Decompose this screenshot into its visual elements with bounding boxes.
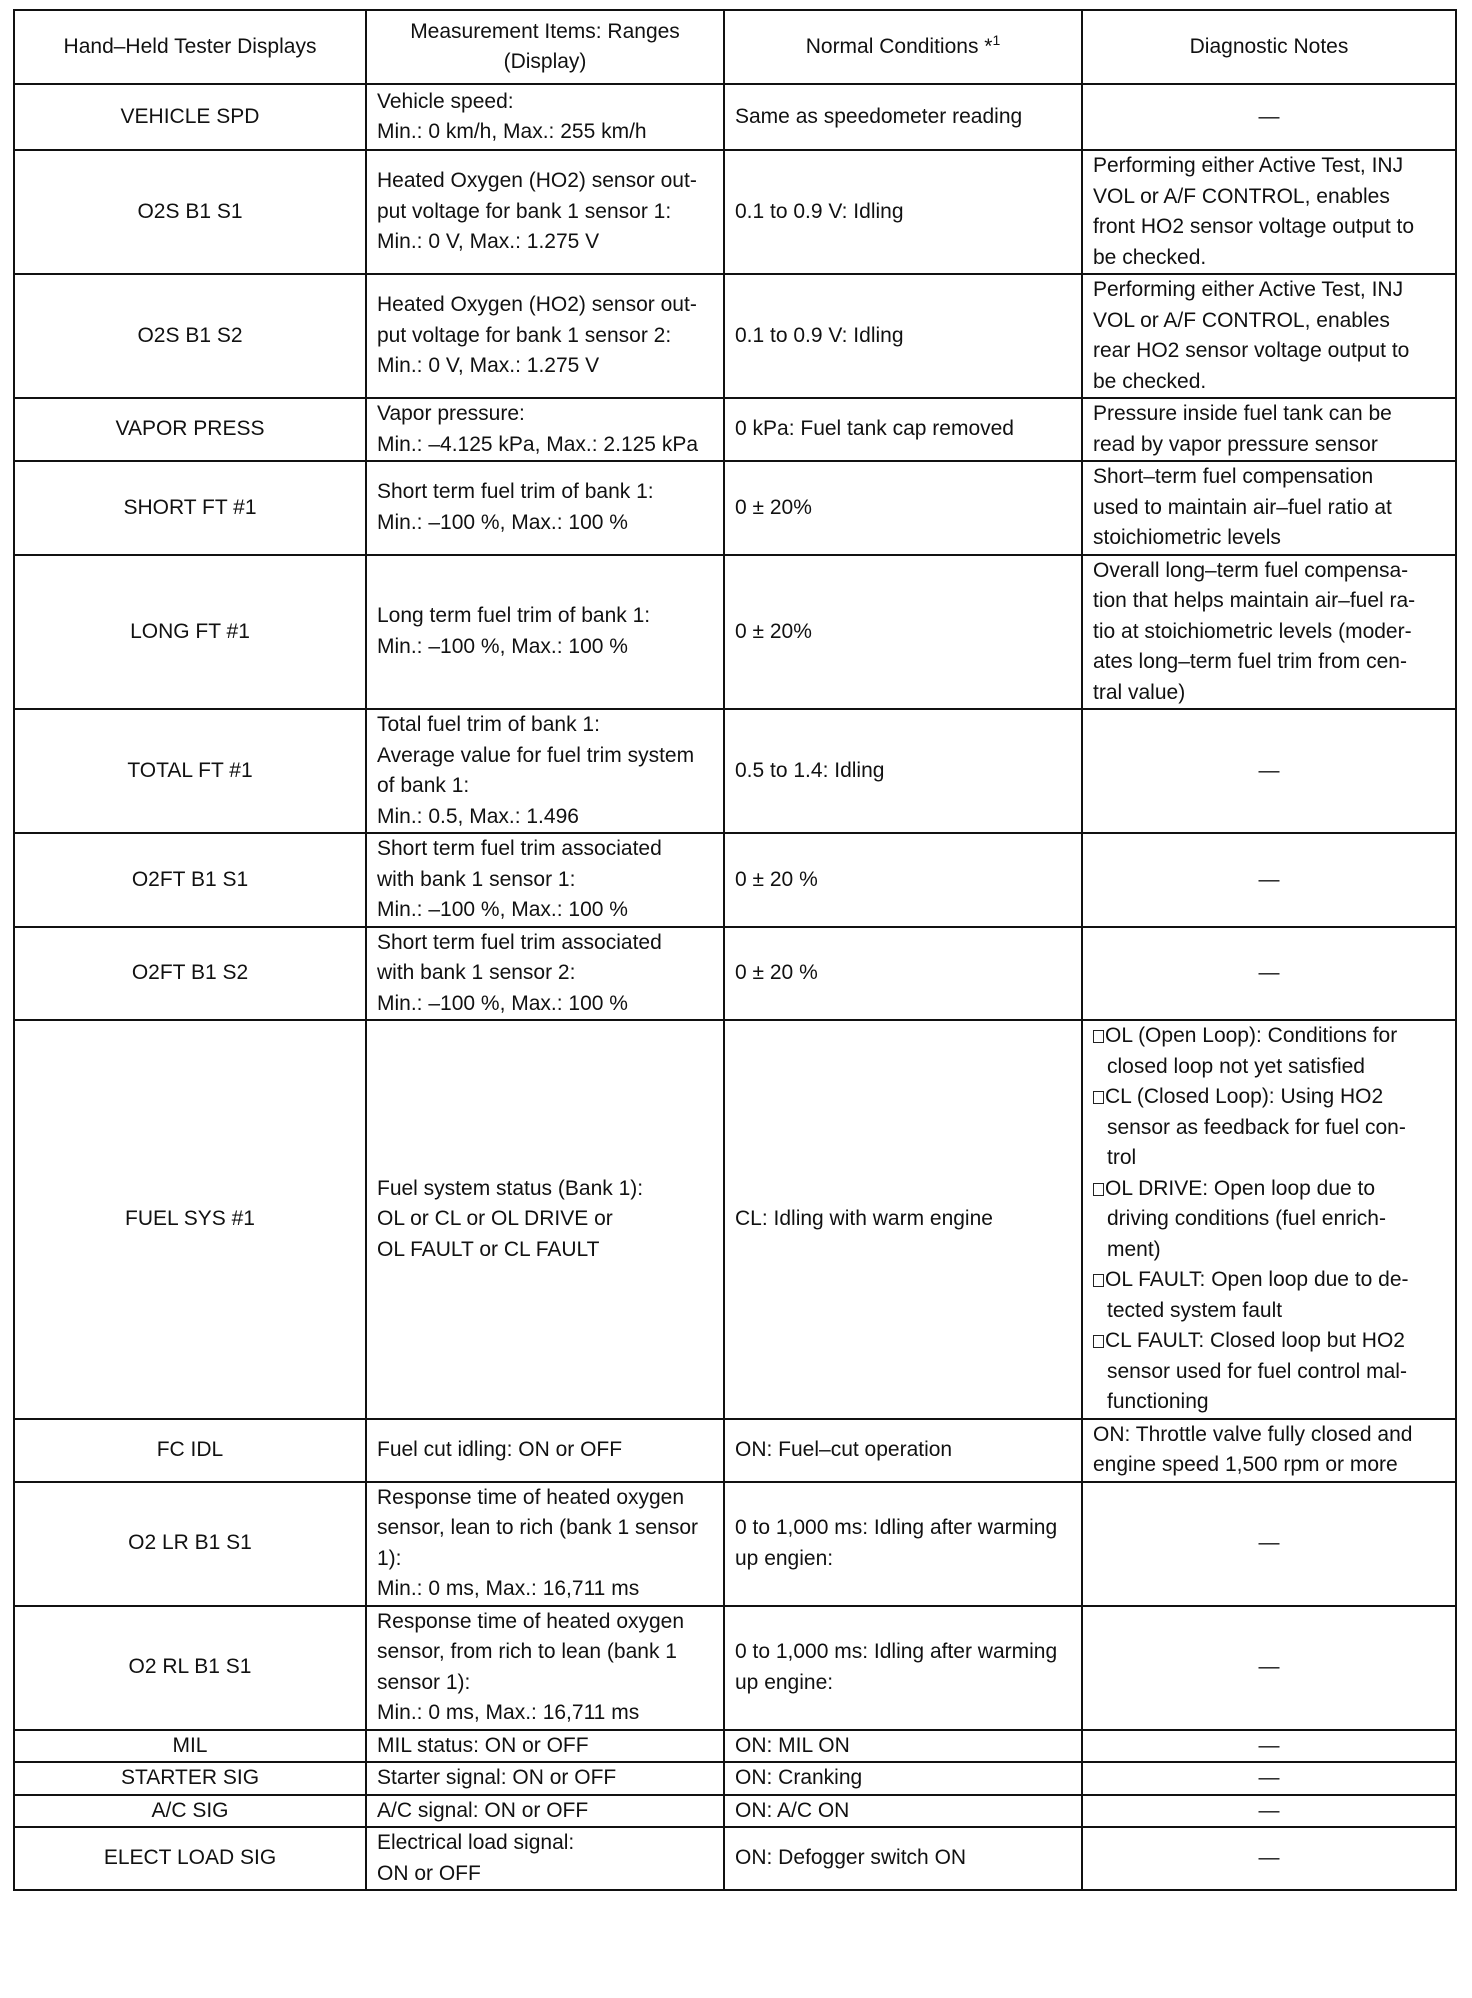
diagnostic-note-item xyxy=(1093,1174,1445,1266)
tester-display-cell: TOTAL FT #1 xyxy=(14,709,366,833)
table-row xyxy=(14,709,1456,833)
checkbox-icon xyxy=(1093,1183,1104,1196)
header-normal-conditions-text: Normal Conditions * xyxy=(805,34,993,58)
measurement-item-cell: A/C signal: ON or OFF xyxy=(366,1795,724,1828)
normal-condition-cell: 0 to 1,000 ms: Idling after warming up engien: xyxy=(724,1482,1082,1606)
measurement-item-cell: Short term fuel trim of bank 1: Min.: –100 %, Max.: 100 % xyxy=(366,461,724,555)
checkbox-icon xyxy=(1093,1335,1104,1348)
diagnostic-notes-cell: — xyxy=(1082,1762,1456,1795)
diagnostic-notes-cell: — xyxy=(1082,1827,1456,1890)
tester-data-table xyxy=(13,9,1457,1891)
diagnostic-notes-cell: — xyxy=(1082,927,1456,1021)
measurement-item-cell: Vehicle speed: Min.: 0 km/h, Max.: 255 km/h xyxy=(366,84,724,150)
measurement-item-cell: Starter signal: ON or OFF xyxy=(366,1762,724,1795)
normal-condition-cell: ON: Cranking xyxy=(724,1762,1082,1795)
measurement-item-cell: Response time of heated oxygen sensor, from rich to lean (bank 1 sensor 1): Min.: 0 ms, Max.: 16,711 ms xyxy=(366,1606,724,1730)
checkbox-icon xyxy=(1093,1091,1104,1104)
table-row xyxy=(14,274,1456,398)
diagnostic-notes-cell: — xyxy=(1082,709,1456,833)
header-measurement-items: Measurement Items: Ranges (Display) xyxy=(366,10,724,84)
tester-display-cell: O2FT B1 S1 xyxy=(14,833,366,927)
footnote-marker: 1 xyxy=(992,31,1001,48)
tester-display-cell: ELECT LOAD SIG xyxy=(14,1827,366,1890)
tester-display-cell: LONG FT #1 xyxy=(14,555,366,710)
normal-condition-cell: ON: MIL ON xyxy=(724,1730,1082,1763)
diagnostic-note-item xyxy=(1093,1082,1445,1174)
measurement-item-cell: Response time of heated oxygen sensor, lean to rich (bank 1 sensor 1): Min.: 0 ms, Max.: 16,711 ms xyxy=(366,1482,724,1606)
normal-condition-cell: 0.1 to 0.9 V: Idling xyxy=(724,150,1082,274)
normal-condition-cell: CL: Idling with warm engine xyxy=(724,1020,1082,1419)
tester-display-cell: FC IDL xyxy=(14,1419,366,1482)
diagnostic-note-text: CL (Closed Loop): Using HO2 sensor as feedback for fuel con- trol xyxy=(1105,1085,1406,1169)
tester-display-cell: O2 RL B1 S1 xyxy=(14,1606,366,1730)
diagnostic-notes-cell: Performing either Active Test, INJ VOL or A/F CONTROL, enables rear HO2 sensor voltage output to be checked. xyxy=(1082,274,1456,398)
table-row xyxy=(14,1730,1456,1763)
measurement-item-cell: Fuel system status (Bank 1): OL or CL or OL DRIVE or OL FAULT or CL FAULT xyxy=(366,1020,724,1419)
measurement-item-cell: Total fuel trim of bank 1: Average value for fuel trim system of bank 1: Min.: 0.5, Max.: 1.496 xyxy=(366,709,724,833)
diagnostic-note-item xyxy=(1093,1265,1445,1326)
tester-display-cell: O2S B1 S2 xyxy=(14,274,366,398)
table-row xyxy=(14,1419,1456,1482)
tester-display-cell: O2S B1 S1 xyxy=(14,150,366,274)
normal-condition-cell: ON: Defogger switch ON xyxy=(724,1827,1082,1890)
diagnostic-notes-cell: — xyxy=(1082,1730,1456,1763)
table-row xyxy=(14,1762,1456,1795)
diagnostic-notes-cell: Overall long–term fuel compensa- tion that helps maintain air–fuel ra- tio at stoichiometric levels (moder- ates long–term fuel trim from cen- tral value) xyxy=(1082,555,1456,710)
measurement-item-cell: Fuel cut idling: ON or OFF xyxy=(366,1419,724,1482)
normal-condition-cell: 0 ± 20 % xyxy=(724,927,1082,1021)
normal-condition-cell: 0 ± 20 % xyxy=(724,833,1082,927)
checkbox-icon xyxy=(1093,1274,1104,1287)
normal-condition-cell: 0 to 1,000 ms: Idling after warming up engine: xyxy=(724,1606,1082,1730)
normal-condition-cell: 0.5 to 1.4: Idling xyxy=(724,709,1082,833)
table-row xyxy=(14,927,1456,1021)
table-header-row xyxy=(14,10,1456,84)
table-row xyxy=(14,398,1456,461)
diagnostic-notes-cell: Performing either Active Test, INJ VOL or A/F CONTROL, enables front HO2 sensor voltage output to be checked. xyxy=(1082,150,1456,274)
checkbox-icon xyxy=(1093,1030,1104,1043)
diagnostic-notes-cell: — xyxy=(1082,1482,1456,1606)
measurement-item-cell: Heated Oxygen (HO2) sensor out- put voltage for bank 1 sensor 1: Min.: 0 V, Max.: 1.275 V xyxy=(366,150,724,274)
diagnostic-note-text: OL DRIVE: Open loop due to driving conditions (fuel enrich- ment) xyxy=(1105,1176,1386,1261)
measurement-item-cell: MIL status: ON or OFF xyxy=(366,1730,724,1763)
diagnostic-note-text: OL (Open Loop): Conditions for closed loop not yet satisfied xyxy=(1105,1024,1398,1078)
tester-display-cell: STARTER SIG xyxy=(14,1762,366,1795)
diagnostic-note-item xyxy=(1093,1326,1445,1418)
normal-condition-cell: 0.1 to 0.9 V: Idling xyxy=(724,274,1082,398)
normal-condition-cell: 0 kPa: Fuel tank cap removed xyxy=(724,398,1082,461)
diagnostic-note-text: OL FAULT: Open loop due to de- tected system fault xyxy=(1105,1268,1409,1322)
table-row xyxy=(14,1795,1456,1828)
table-row xyxy=(14,833,1456,927)
table-body xyxy=(14,84,1456,1890)
diagnostic-notes-cell: — xyxy=(1082,1606,1456,1730)
header-normal-conditions xyxy=(724,10,1082,84)
tester-display-cell: MIL xyxy=(14,1730,366,1763)
table-row xyxy=(14,1827,1456,1890)
tester-display-cell: FUEL SYS #1 xyxy=(14,1020,366,1419)
diagnostic-notes-cell xyxy=(1082,1020,1456,1419)
diagnostic-notes-cell: Pressure inside fuel tank can be read by vapor pressure sensor xyxy=(1082,398,1456,461)
normal-condition-cell: 0 ± 20% xyxy=(724,555,1082,710)
diagnostic-notes-cell: ON: Throttle valve fully closed and engine speed 1,500 rpm or more xyxy=(1082,1419,1456,1482)
normal-condition-cell: ON: Fuel–cut operation xyxy=(724,1419,1082,1482)
header-diagnostic-notes: Diagnostic Notes xyxy=(1082,10,1456,84)
diagnostic-notes-cell: — xyxy=(1082,1795,1456,1828)
table-row xyxy=(14,1606,1456,1730)
diagnostic-notes-cell: — xyxy=(1082,833,1456,927)
diagnostic-note-text: CL FAULT: Closed loop but HO2 sensor used for fuel control mal- functioning xyxy=(1105,1329,1407,1413)
table-row xyxy=(14,555,1456,710)
table-row xyxy=(14,1020,1456,1419)
measurement-item-cell: Vapor pressure: Min.: –4.125 kPa, Max.: 2.125 kPa xyxy=(366,398,724,461)
measurement-item-cell: Long term fuel trim of bank 1: Min.: –100 %, Max.: 100 % xyxy=(366,555,724,710)
diagnostic-notes-cell: — xyxy=(1082,84,1456,150)
data-list-page xyxy=(13,9,1455,1891)
tester-display-cell: VAPOR PRESS xyxy=(14,398,366,461)
measurement-item-cell: Short term fuel trim associated with bank 1 sensor 2: Min.: –100 %, Max.: 100 % xyxy=(366,927,724,1021)
normal-condition-cell: 0 ± 20% xyxy=(724,461,1082,555)
measurement-item-cell: Heated Oxygen (HO2) sensor out- put voltage for bank 1 sensor 2: Min.: 0 V, Max.: 1.275 V xyxy=(366,274,724,398)
diagnostic-notes-cell: Short–term fuel compensation used to maintain air–fuel ratio at stoichiometric levels xyxy=(1082,461,1456,555)
measurement-item-cell: Electrical load signal: ON or OFF xyxy=(366,1827,724,1890)
normal-condition-cell: ON: A/C ON xyxy=(724,1795,1082,1828)
tester-display-cell: A/C SIG xyxy=(14,1795,366,1828)
tester-display-cell: VEHICLE SPD xyxy=(14,84,366,150)
table-row xyxy=(14,461,1456,555)
table-row xyxy=(14,84,1456,150)
table-row xyxy=(14,1482,1456,1606)
table-row xyxy=(14,150,1456,274)
tester-display-cell: SHORT FT #1 xyxy=(14,461,366,555)
measurement-item-cell: Short term fuel trim associated with bank 1 sensor 1: Min.: –100 %, Max.: 100 % xyxy=(366,833,724,927)
normal-condition-cell: Same as speedometer reading xyxy=(724,84,1082,150)
diagnostic-note-item xyxy=(1093,1021,1445,1082)
tester-display-cell: O2FT B1 S2 xyxy=(14,927,366,1021)
tester-display-cell: O2 LR B1 S1 xyxy=(14,1482,366,1606)
header-tester-displays: Hand–Held Tester Displays xyxy=(14,10,366,84)
